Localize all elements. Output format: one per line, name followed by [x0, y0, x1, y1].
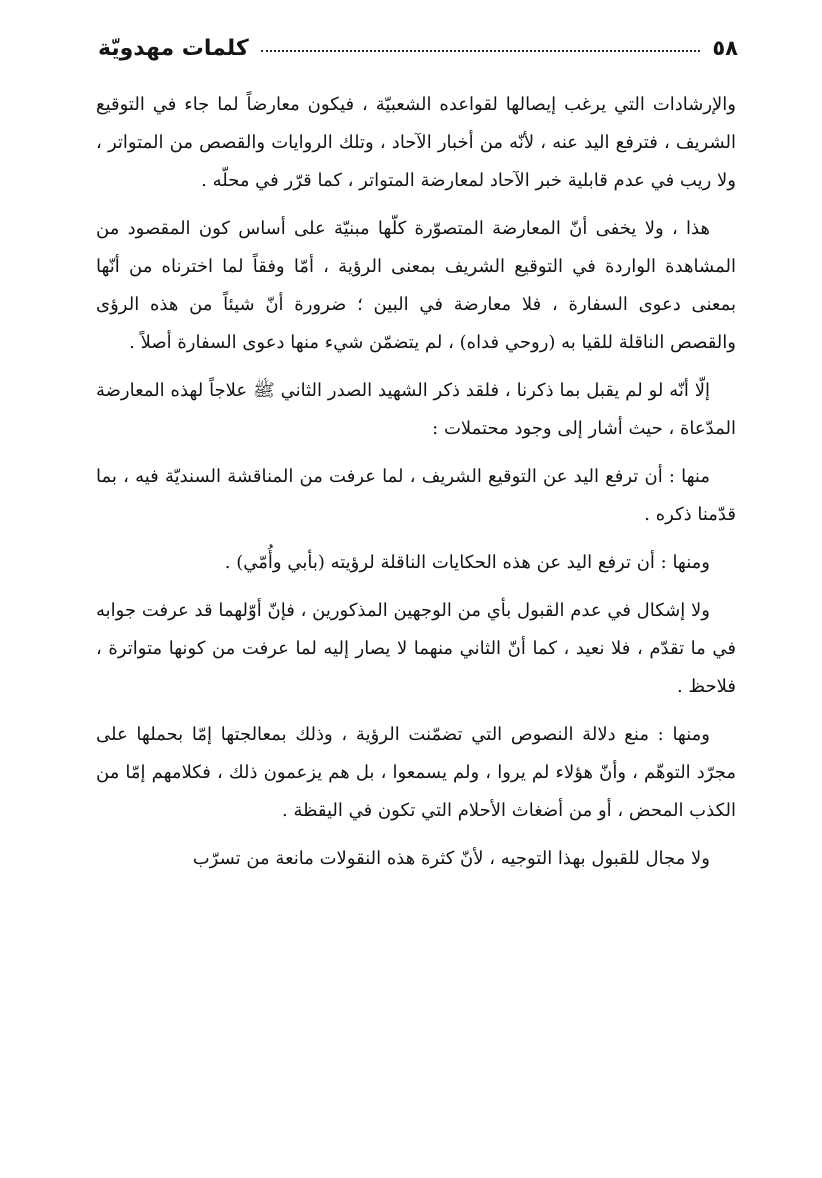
paragraph: إلّا أنّه لو لم يقبل بما ذكرنا ، فلقد ذكر الشهيد الصدر الثاني ﷺ علاجاً لهذه المعارضة المدّعاة ، حيث أشار إلى وجود محتملات : [96, 380, 736, 439]
page-header [98, 28, 738, 68]
paragraph-continuation: والإرشادات التي يرغب إيصالها لقواعده الشعبيّة ، فيكون معارضاً لما جاء في التوقيع الشريف ، فترفع اليد عنه ، لأنّه من أخبار الآحاد ، وتلك الروايات والقصص من المتواتر ، ولا ريب في عدم قابلية خبر الآحاد لمعارضة المتواتر ، كما قرّر في محلّه . [96, 94, 736, 191]
paragraph: ولا مجال للقبول بهذا التوجيه ، لأنّ كثرة هذه النقولات مانعة من تسرّب [192, 848, 710, 869]
page-number: ٥٨ [712, 36, 738, 60]
paragraph: ومنها : منع دلالة النصوص التي تضمّنت الرؤية ، وذلك بمعالجتها إمّا بحملها على مجرّد التوهّم ، وأنّ هؤلاء لم يروا ، ولم يسمعوا ، بل هم يزعمون ذلك ، فكلامهم إمّا من الكذب المحض ، أو من أضغاث الأحلام التي تكون في اليقظة . [96, 724, 736, 821]
body-text [96, 86, 736, 888]
paragraph: منها : أن ترفع اليد عن التوقيع الشريف ، لما عرفت من المناقشة السنديّة فيه ، بما قدّمنا ذكره . [96, 466, 736, 525]
paragraph: ولا إشكال في عدم القبول بأي من الوجهين المذكورين ، فإنّ أوّلهما قد عرفت جوابه في ما تقدّم ، فلا نعيد ، كما أنّ الثاني منهما لا يصار إليه لما عرفت من كونها متواترة ، فلاحظ . [96, 600, 736, 697]
running-title: كلمات مهدويّة [98, 35, 249, 61]
dotted-leader [261, 50, 701, 52]
paragraph: هذا ، ولا يخفى أنّ المعارضة المتصوّرة كلّها مبنيّة على أساس كون المقصود من المشاهدة الواردة في التوقيع الشريف بمعنى الرؤية ، أمّا وفقاً لما اخترناه من أنّها بمعنى دعوى السفارة ، فلا معارضة في البين ؛ ضرورة أنّ شيئاً من هذه الرؤى والقصص الناقلة للقيا به (روحي فداه) ، لم يتضمّن شيء منها دعوى السفارة أصلاً . [96, 218, 736, 353]
paragraph: ومنها : أن ترفع اليد عن هذه الحكايات الناقلة لرؤيته (بأبي وأُمّي) . [224, 552, 710, 573]
